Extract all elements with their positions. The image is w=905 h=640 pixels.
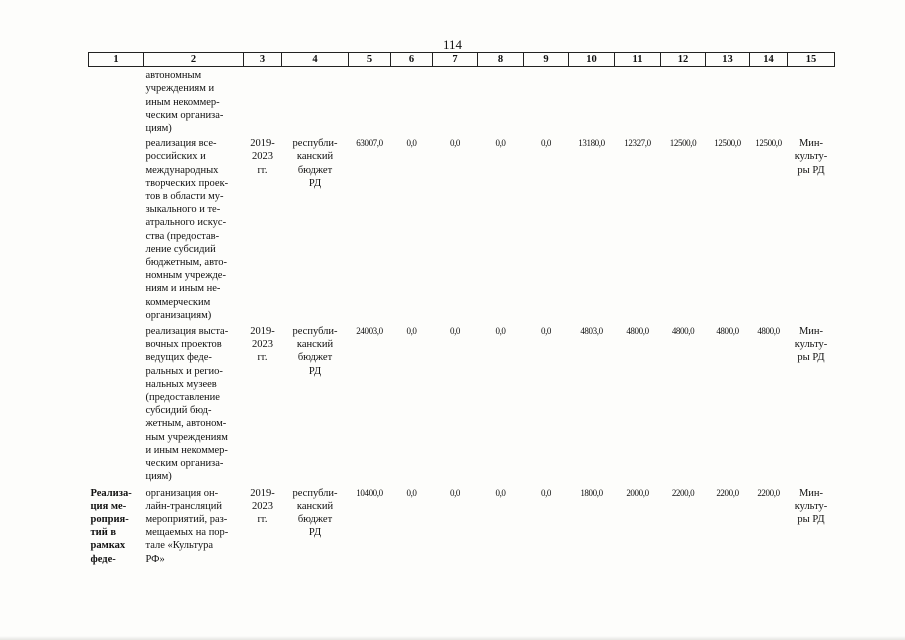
activity-text: реализация выста- вочных проектов ведущих феде- ральных и регио- нальных музеев (предоставление субсидий бюд- жетным, автоном- ным учреждениям и иным некоммер- ческим организа- циям) [145, 326, 229, 483]
value-cell: 1800,0 [580, 487, 603, 498]
table-row [89, 322, 835, 483]
page-number: 114 [442, 37, 463, 52]
value-cell [433, 67, 478, 136]
activity-text: реализация все- российских и международных творческих проек- тов в области му- зыкального и те- атрального искус- ства (предостав- ление субсидий бюджетным, авто- номным учрежде- ниям и иным не- коммерческим организациям) [145, 138, 229, 321]
executor: Мин- культу- ры РД [794, 326, 828, 364]
value-cell: 0,0 [406, 487, 417, 498]
value-cell: 0,0 [540, 487, 552, 498]
col-header-5: 5 [349, 53, 391, 67]
col-header-8: 8 [478, 53, 524, 67]
executor: Мин- культу- ры РД [794, 487, 828, 525]
period: 2019- 2023 гг. [250, 138, 275, 176]
scan-edge [0, 636, 905, 640]
total-value: 10400,0 [356, 487, 383, 498]
col-header-13: 13 [706, 53, 750, 67]
col-header-11: 11 [615, 53, 661, 67]
section-title [89, 135, 144, 322]
value-cell: 12500,0 [755, 138, 782, 149]
total-value [349, 67, 391, 136]
budget-table [88, 52, 835, 567]
value-cell [706, 67, 750, 136]
executor [788, 67, 835, 136]
value-cell: 13180,0 [578, 138, 605, 149]
funding-source: республи- канский бюджет РД [292, 138, 338, 189]
total-value: 24003,0 [356, 326, 383, 337]
value-cell: 0,0 [449, 487, 461, 498]
value-cell [391, 67, 433, 136]
value-cell [615, 67, 661, 136]
col-header-12: 12 [661, 53, 706, 67]
value-cell [478, 67, 524, 136]
activity-text: организация он- лайн-трансляций мероприятий, раз- мещаемых на пор- тале «Культура РФ» [145, 487, 229, 565]
value-cell: 0,0 [449, 138, 461, 149]
col-header-2: 2 [144, 53, 244, 67]
value-cell: 2200,0 [757, 487, 780, 498]
executor: Мин- культу- ры РД [794, 138, 828, 176]
value-cell: 12327,0 [624, 138, 651, 149]
section-title [89, 67, 144, 136]
column-number-row [89, 53, 835, 67]
value-cell [750, 67, 788, 136]
table-row [89, 67, 835, 136]
col-header-6: 6 [391, 53, 433, 67]
value-cell: 0,0 [406, 326, 417, 337]
col-header-3: 3 [244, 53, 282, 67]
value-cell: 12500,0 [714, 138, 741, 149]
section-title [89, 322, 144, 483]
value-cell: 0,0 [495, 487, 506, 498]
col-header-4: 4 [282, 53, 349, 67]
value-cell: 0,0 [495, 138, 506, 149]
funding-source: республи- канский бюджет РД [292, 487, 338, 539]
value-cell: 2000,0 [626, 487, 649, 498]
value-cell: 0,0 [495, 326, 506, 337]
table-row [89, 135, 835, 322]
value-cell [569, 67, 615, 136]
funding-source: республи- канский бюджет РД [292, 326, 338, 377]
value-cell: 0,0 [449, 326, 461, 337]
value-cell [524, 67, 569, 136]
table-row [89, 484, 835, 567]
value-cell: 4800,0 [757, 326, 780, 337]
col-header-9: 9 [524, 53, 569, 67]
section-title: Реализа- ция ме- роприя- тий в рамках феде- [90, 487, 132, 565]
period [244, 67, 282, 136]
col-header-1: 1 [89, 53, 144, 67]
value-cell: 0,0 [540, 138, 552, 149]
value-cell: 0,0 [406, 138, 417, 149]
col-header-7: 7 [433, 53, 478, 67]
col-header-10: 10 [569, 53, 615, 67]
activity-text: автономным учреждениям и иным некоммер- ческим организа- циям) [145, 70, 224, 135]
total-value: 63007,0 [356, 138, 383, 149]
value-cell: 12500,0 [669, 138, 697, 149]
period: 2019- 2023 гг. [250, 487, 275, 525]
value-cell: 4800,0 [626, 326, 649, 337]
value-cell: 4800,0 [671, 326, 695, 337]
value-cell: 2200,0 [671, 487, 695, 498]
value-cell: 4803,0 [580, 326, 603, 337]
col-header-15: 15 [788, 53, 835, 67]
value-cell: 2200,0 [716, 487, 739, 498]
col-header-14: 14 [750, 53, 788, 67]
value-cell: 4800,0 [716, 326, 739, 337]
value-cell [661, 67, 706, 136]
value-cell: 0,0 [540, 326, 552, 337]
period: 2019- 2023 гг. [250, 326, 275, 364]
funding-source [282, 67, 349, 136]
